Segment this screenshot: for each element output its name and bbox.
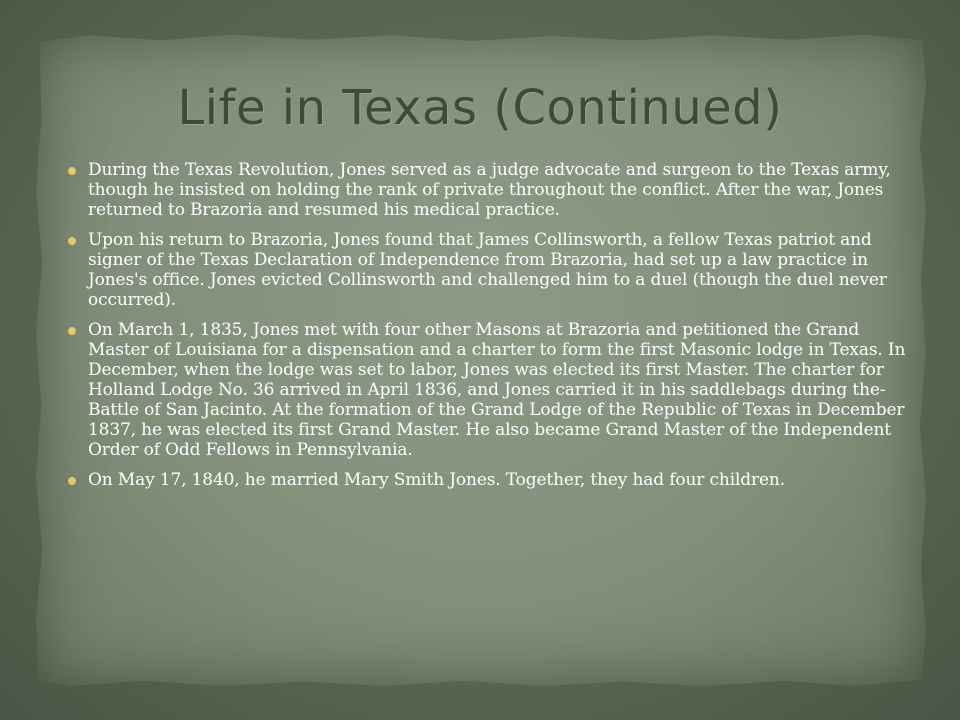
- bullet-item-collinsworth: [68, 230, 906, 310]
- bullet-text: Upon his return to Brazoria, Jones found that James Collinsworth, a fellow Texas patriot and signer of the Texas Declaration of Independence from Brazoria, had set up a law practice in Jones's office. Jones evicted Collinsworth and challenged him to a duel (though the duel never occurred).: [88, 230, 887, 310]
- bullet-marker-icon: [68, 477, 76, 485]
- bullet-marker-icon: [68, 237, 76, 245]
- bullet-marker-icon: [68, 167, 76, 175]
- bullet-list: [68, 160, 906, 500]
- bullet-marker-icon: [68, 327, 76, 335]
- bullet-text: On May 17, 1840, he married Mary Smith Jones. Together, they had four children.: [88, 470, 785, 490]
- bullet-item-marriage: [68, 470, 906, 490]
- slide-title: Life in Texas (Continued): [177, 80, 783, 136]
- bullet-text: On March 1, 1835, Jones met with four other Masons at Brazoria and petitioned the Grand Master of Louisiana for a dispensation and a charter to form the first Masonic lodge in Texas. In December, when the lodge was set to labor, Jones was elected its first Master. The charter for Holland Lodge No. 36 arrived in April 1836, and Jones carried it in his saddlebags during the-Battle of San Jacinto. At the formation of the Grand Lodge of the Republic of Texas in December 1837, he was elected its first Grand Master. He also became Grand Master of the Independent Order of Odd Fellows in Pennsylvania.: [88, 320, 906, 460]
- bullet-item-revolution: [68, 160, 906, 220]
- bullet-item-masonic-lodge: [68, 320, 906, 460]
- bullet-text: During the Texas Revolution, Jones served as a judge advocate and surgeon to the Texas army, though he insisted on holding the rank of private throughout the conflict. After the war, Jones returned to Brazoria and resumed his medical practice.: [88, 160, 891, 220]
